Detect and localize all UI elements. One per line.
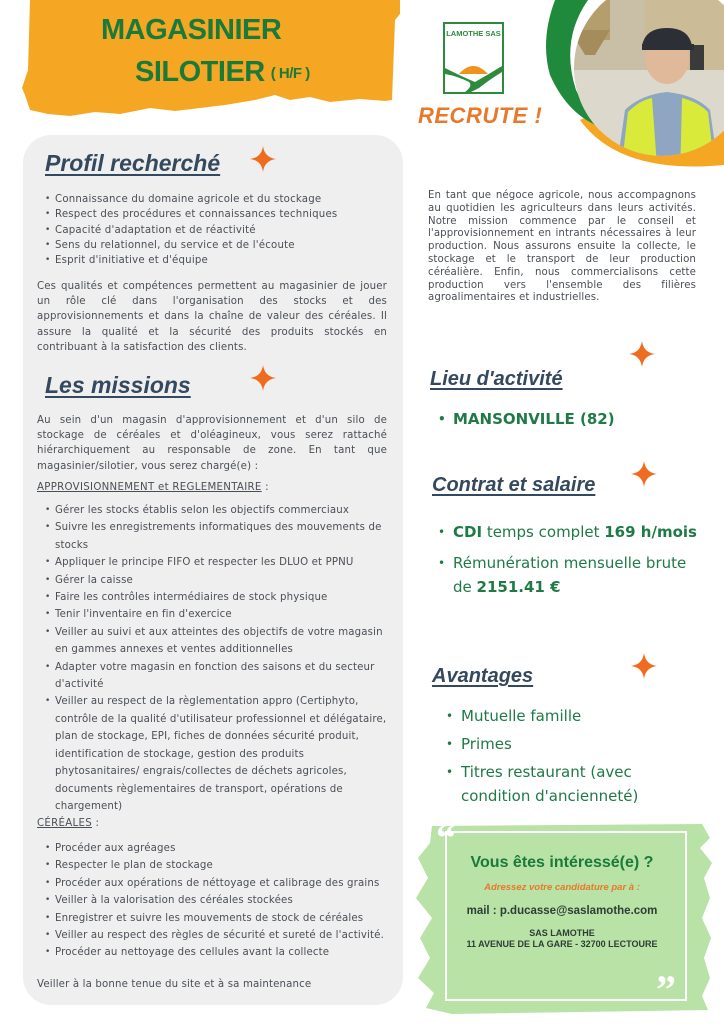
list-item: • Enregistrer et suivre les mouvements de stock de céréales — [45, 910, 390, 927]
profil-list — [45, 192, 385, 268]
list-item: • Capacité d'adaptation et de réactivité — [45, 223, 385, 238]
list-item: • Connaissance du domaine agricole et du stockage — [45, 192, 385, 207]
sparkle-icon — [250, 146, 276, 172]
list-item: • Faire les contrôles intermédiaires de stock physique — [45, 589, 390, 606]
logo-field-sun-icon — [445, 52, 502, 92]
logo-text: LAMOTHE SAS — [446, 29, 501, 38]
job-title-text: SILOTIER — [135, 56, 265, 88]
sparkle-icon — [631, 653, 657, 679]
gender-tag: ( H/F ) — [270, 65, 310, 82]
list-item: • Tenir l'inventaire en fin d'exercice — [45, 606, 390, 623]
recrute-label: RECRUTE ! — [418, 103, 543, 128]
missions-title: Les missions — [45, 372, 191, 398]
salary-item — [438, 551, 708, 599]
cereales-heading — [37, 818, 99, 829]
close-quote-icon: ” — [656, 967, 676, 1012]
contact-subtitle: Adressez votre candidature par à : — [484, 882, 640, 893]
contact-box — [412, 815, 712, 1018]
colon: : — [92, 818, 100, 829]
salary-label: Rémunération mensuelle brute de — [453, 554, 687, 596]
photo-frame — [540, 0, 724, 180]
list-item: • Gérer la caisse — [45, 572, 390, 589]
list-item: • Mutuelle famille — [446, 704, 701, 728]
lieu-title: Lieu d'activité — [430, 368, 563, 390]
salary-value: 2151.41 € — [476, 578, 561, 596]
list-item: • Veiller au respect des règles de sécurité et sureté de l'activité. — [45, 927, 390, 944]
list-item: • Procéder aux agréages — [45, 840, 390, 857]
profil-paragraph: Ces qualités et compétences permettent au magasinier de jouer un rôle clé dans l'organisation des stocks et des approvisionnements et dans la chaîne de valeur des céréales. Il assure la qualité et la sécurité des produits stockés en contribuant à la satisfaction des clients. — [37, 281, 387, 353]
sparkle-icon — [629, 341, 655, 367]
avantages-list — [446, 704, 701, 808]
list-item: • Veiller à la valorisation des céréales stockées — [45, 892, 390, 909]
company-paragraph: En tant que négoce agricole, nous accompagnons au quotidien les agriculteurs dans leurs activités. Notre mission commence par le conseil et l'approvisionnement en intrants nécessaires à leur production. Nous assurons ensuite la collecte, le stockage et le transport de leur production céréalière. Enfin, nous commercialisons cette production vers l'ensemble des filières agroalimentaires et industrielles. — [428, 190, 696, 304]
contract-type: CDI — [453, 523, 483, 541]
header-banner — [0, 0, 400, 120]
job-title-line1: MAGASINIER — [101, 14, 282, 46]
profil-title: Profil recherché — [45, 150, 221, 176]
list-item: • Respect des procédures et connaissances techniques — [45, 207, 385, 222]
list-item: • Suivre les enregistrements informatiques des mouvements de stocks — [45, 519, 390, 554]
list-item: • Esprit d'initiative et d'équipe — [45, 253, 385, 268]
list-item: • Gérer les stocks établis selon les objectifs commerciaux — [45, 502, 390, 519]
company-logo — [443, 22, 504, 94]
contact-address: 11 AVENUE DE LA GARE - 32700 LECTOURE — [466, 939, 658, 949]
list-item: • Procéder au nettoyage des cellules avant la collecte — [45, 944, 390, 961]
employee-photo — [540, 0, 724, 180]
missions-intro: Au sein d'un magasin d'approvisionnement et d'un silo de stockage de céréales et d'oléagineux, vous serez rattaché hiérarchiquement au responsable de zone. En tant que magasinier/silotier, vous serez chargé(e) : — [37, 415, 387, 472]
list-item: • Procéder aux opérations de néttoyage et calibrage des grains — [45, 875, 390, 892]
appro-list — [45, 502, 390, 815]
cereales-heading-text: CÉRÉALES — [37, 818, 93, 829]
list-item: • Titres restaurant (avec condition d'ancienneté) — [446, 760, 701, 808]
contract-type-item — [438, 520, 708, 544]
list-item: • Respecter le plan de stockage — [45, 857, 390, 874]
list-item: • Veiller au suivi et aux atteintes des objectifs de votre magasin en gammes annexes et ventes additionnelles — [45, 624, 390, 659]
cereales-list — [45, 840, 390, 962]
location-value: • MANSONVILLE (82) — [438, 405, 708, 433]
list-item: • Appliquer le principe FIFO et respecter les DLUO et PPNU — [45, 554, 390, 571]
open-quote-icon: “ — [436, 815, 456, 860]
sparkle-icon — [631, 461, 657, 487]
contrat-list — [438, 520, 708, 599]
missions-closing: Veiller à la bonne tenue du site et à sa maintenance — [37, 979, 312, 990]
avantages-title: Avantages — [432, 665, 534, 687]
sparkle-icon — [250, 365, 276, 391]
contrat-title: Contrat et salaire — [432, 474, 596, 496]
list-item: • Veiller au respect de la règlementation appro (Certiphyto, contrôle de la qualité d'utilisateur professionnel et délégataire, plan de stockage, EPI, fiches de données sécurité produit, identification de stockage, gestion des produits phytosanitaires/ engrais/collectes de déchets agricoles, documents règlementaires de transport, opérations de chargement) — [45, 693, 390, 815]
list-item: • Adapter votre magasin en fonction des saisons et du secteur d'activité — [45, 659, 390, 694]
contact-email[interactable]: mail : p.ducasse@saslamothe.com — [466, 905, 658, 917]
appro-heading — [37, 482, 269, 493]
job-title-line2 — [135, 56, 310, 89]
list-item: • Sens du relationnel, du service et de l'écoute — [45, 238, 385, 253]
contract-hours-label: temps complet — [482, 523, 605, 541]
list-item: • Primes — [446, 732, 701, 756]
colon: : — [261, 482, 269, 493]
contact-company: SAS LAMOTHE — [529, 928, 595, 938]
contract-hours: 169 h/mois — [604, 523, 697, 541]
lieu-list — [438, 405, 708, 433]
appro-heading-text: APPROVISIONNEMENT et REGLEMENTAIRE — [37, 482, 262, 493]
contact-title: Vous êtes intéressé(e) ? — [470, 854, 654, 871]
